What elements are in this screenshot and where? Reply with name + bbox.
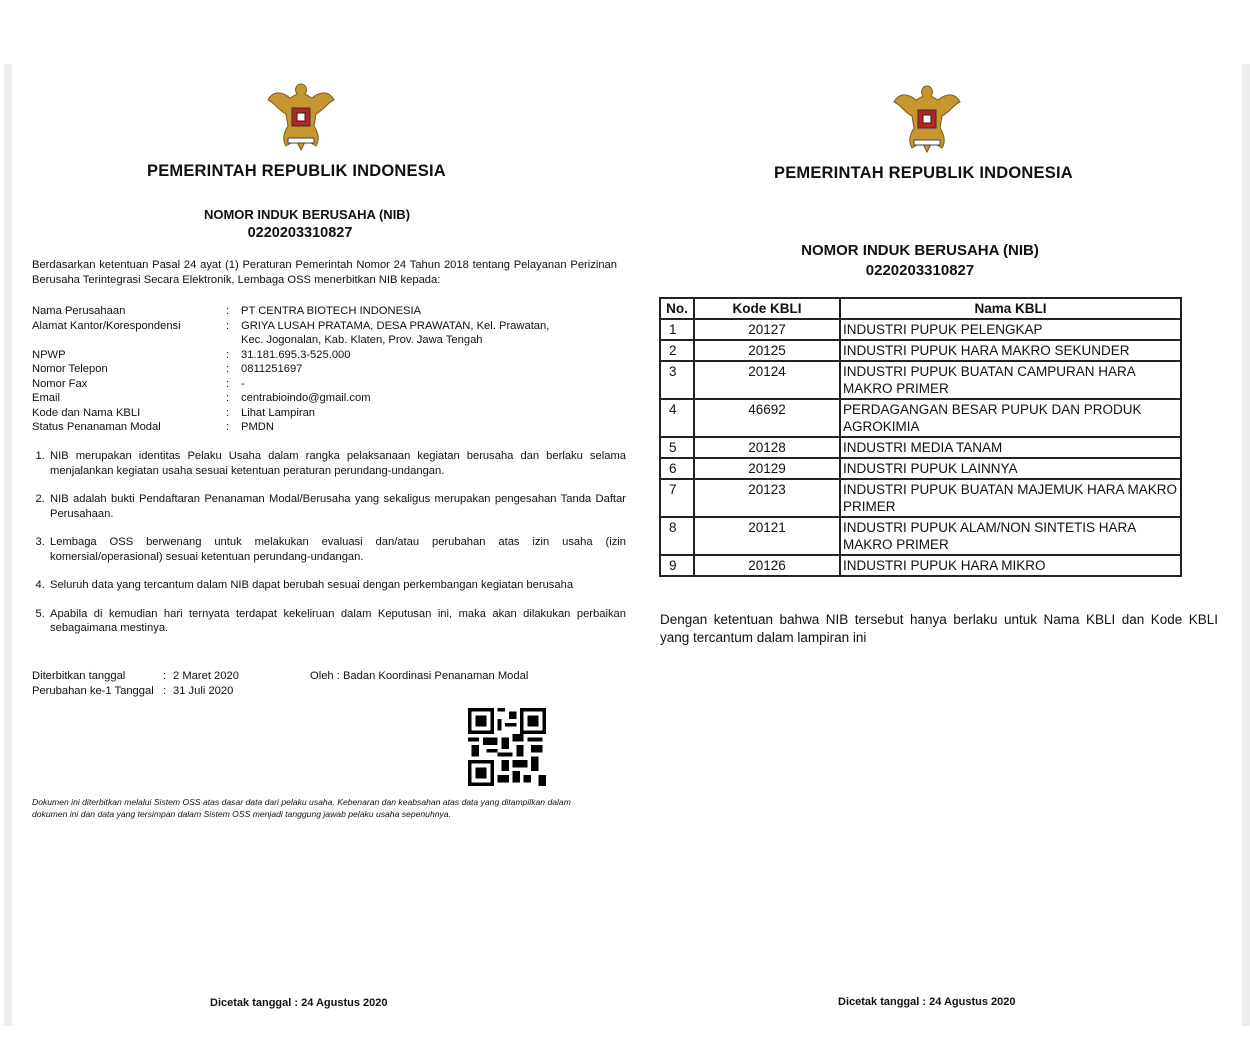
- nib-title: NOMOR INDUK BERUSAHA (NIB): [203, 207, 411, 222]
- field-value: 31.181.695.3-525.000: [241, 348, 351, 361]
- field-label: Alamat Kantor/Korespondensi: [32, 319, 181, 332]
- kbli-table: [659, 297, 1182, 577]
- issued-label: Diterbitkan tanggal: [32, 670, 126, 682]
- table-row: [660, 340, 1181, 361]
- field-value: GRIYA LUSAH PRATAMA, DESA PRAWATAN, Kel. Prawatan, Kec. Jogonalan, Kab. Klaten, Prov. Jawa Tengah: [241, 319, 550, 346]
- note-item: 3. Lembaga OSS berwenang untuk melakukan evaluasi dan/atau perubahan atas izin usaha (izin komersial/operasional) sesuai ketentuan perundang-undangan.: [48, 535, 626, 564]
- kbli-code: 20127: [694, 319, 840, 340]
- qr-code-icon[interactable]: [468, 708, 546, 786]
- page-edge: [4, 64, 12, 1026]
- row-number: 6: [660, 458, 694, 479]
- issuer: Oleh : Badan Koordinasi Penanaman Modal: [310, 670, 529, 682]
- note-item: 5. Apabila di kemudian hari ternyata terdapat kekeliruan dalam Keputusan ini, maka akan dilakukan perbaikan sebagaimana mestinya.: [48, 607, 626, 636]
- print-date: Dicetak tanggal : 24 Agustus 2020: [838, 996, 1016, 1008]
- kbli-name: INDUSTRI PUPUK BUATAN MAJEMUK HARA MAKRO PRIMER: [840, 479, 1181, 517]
- page-header: PEMERINTAH REPUBLIK INDONESIA: [774, 164, 1073, 182]
- table-row: [660, 319, 1181, 340]
- kbli-code: 46692: [694, 399, 840, 437]
- col-header: Kode KBLI: [694, 298, 840, 319]
- kbli-name: INDUSTRI PUPUK ALAM/NON SINTETIS HARA MAKRO PRIMER: [840, 517, 1181, 555]
- field-value: PT CENTRA BIOTECH INDONESIA: [241, 305, 422, 317]
- issue-dates: Diterbitkan tanggal : 2 Maret 2020 Perubahan ke-1 Tanggal : 31 Juli 2020: [32, 670, 239, 697]
- kbli-code: 20121: [694, 517, 840, 555]
- nib-title: NOMOR INDUK BERUSAHA (NIB): [801, 242, 1039, 259]
- field-label: Kode dan Nama KBLI: [32, 406, 141, 419]
- field-label: Email: [32, 392, 60, 404]
- field-label: Nomor Fax: [32, 377, 88, 390]
- kbli-code: 20125: [694, 340, 840, 361]
- kbli-code: 20129: [694, 458, 840, 479]
- field-value: PMDN: [241, 421, 274, 433]
- disclaimer: Dokumen ini diterbitkan melalui Sistem OSS atas dasar data dari pelaku usaha. Kebenaran dan keabsahan atas data yang ditampilkan dalam dokumen ini dan data yang tersimpan dalam Sistem OSS menjadi tanggung jawab pelaku usaha sepenuhnya.: [32, 797, 571, 819]
- col-header: Nama KBLI: [840, 298, 1181, 319]
- kbli-name: INDUSTRI PUPUK BUATAN CAMPURAN HARA MAKRO PRIMER: [840, 361, 1181, 399]
- kbli-code: 20126: [694, 555, 840, 576]
- field-label: Nama Perusahaan: [32, 305, 126, 317]
- garuda-emblem-icon: [892, 82, 962, 156]
- validity-note: Dengan ketentuan bahwa NIB tersebut hanya berlaku untuk Nama KBLI dan Kode KBLI yang tercantum dalam lampiran ini: [660, 612, 1218, 645]
- page-edge: [1242, 64, 1250, 1026]
- row-number: 3: [660, 361, 694, 399]
- intro-text: Berdasarkan ketentuan Pasal 24 ayat (1) Peraturan Pemerintah Nomor 24 Tahun 2018 tentang Pelayanan Perizinan Berusaha Terintegrasi Secara Elektronik, Lembaga OSS menerbitkan NIB kepada:: [32, 259, 617, 286]
- kbli-name: PERDAGANGAN BESAR PUPUK DAN PRODUK AGROKIMIA: [840, 399, 1181, 437]
- table-row: [660, 555, 1181, 576]
- kbli-name: INDUSTRI MEDIA TANAM: [840, 437, 1181, 458]
- company-fields: Nama Perusahaan : PT CENTRA BIOTECH INDONESIA Alamat Kantor/Korespondensi : GRIYA LUSAH PRATAMA, DESA PRAWATAN, Kel. Prawatan, Kec. Jogonalan, Kab. Klaten, Prov. Jawa Tengah NPWP : 31.181.695.3-525.000 Nomor Telepon : 0811251697 Nomor Fax : - Email : centrabioindo@gmail.com Kode dan Nama KBLI : Lihat Lampiran Status Penanaman Modal : PMDN: [32, 304, 622, 435]
- note-item: 1. NIB merupakan identitas Pelaku Usaha dalam rangka pelaksanaan kegiatan berusaha dan berlaku selama menjalankan kegiatan usaha sesuai ketentuan peraturan perundang-undangan.: [48, 449, 626, 478]
- row-number: 8: [660, 517, 694, 555]
- row-number: 1: [660, 319, 694, 340]
- table-row: [660, 399, 1181, 437]
- changed-label: Perubahan ke-1 Tanggal: [32, 684, 154, 697]
- nib-number: 0220203310827: [865, 262, 975, 279]
- field-value: 0811251697: [241, 363, 303, 375]
- row-number: 9: [660, 555, 694, 576]
- field-label: NPWP: [32, 348, 66, 361]
- field-value: -: [241, 377, 245, 390]
- row-number: 7: [660, 479, 694, 517]
- table-row: [660, 479, 1181, 517]
- table-row: [660, 458, 1181, 479]
- table-row: [660, 437, 1181, 458]
- field-label: Nomor Telepon: [32, 363, 108, 375]
- issued-value: 2 Maret 2020: [173, 670, 239, 682]
- notes-list: [32, 449, 626, 650]
- print-date: Dicetak tanggal : 24 Agustus 2020: [210, 997, 388, 1009]
- kbli-name: INDUSTRI PUPUK HARA MIKRO: [840, 555, 1181, 576]
- row-number: 2: [660, 340, 694, 361]
- field-label: Status Penanaman Modal: [32, 421, 161, 433]
- kbli-name: INDUSTRI PUPUK PELENGKAP: [840, 319, 1181, 340]
- note-item: 2. NIB adalah bukti Pendaftaran Penanaman Modal/Berusaha yang sekaligus merupakan pengesahan Tanda Daftar Perusahaan.: [48, 492, 626, 521]
- garuda-emblem-icon: [266, 80, 336, 154]
- row-number: 5: [660, 437, 694, 458]
- nib-number: 0220203310827: [247, 225, 353, 241]
- changed-value: 31 Juli 2020: [173, 684, 234, 697]
- kbli-name: INDUSTRI PUPUK LAINNYA: [840, 458, 1181, 479]
- kbli-code: 20128: [694, 437, 840, 458]
- kbli-name: INDUSTRI PUPUK HARA MAKRO SEKUNDER: [840, 340, 1181, 361]
- page-header: PEMERINTAH REPUBLIK INDONESIA: [147, 162, 446, 180]
- field-value: centrabioindo@gmail.com: [241, 392, 371, 404]
- note-item: 4. Seluruh data yang tercantum dalam NIB dapat berubah sesuai dengan perkembangan kegiatan berusaha: [48, 578, 626, 593]
- field-value: Lihat Lampiran: [241, 406, 316, 419]
- row-number: 4: [660, 399, 694, 437]
- table-row: [660, 361, 1181, 399]
- kbli-code: 20123: [694, 479, 840, 517]
- kbli-code: 20124: [694, 361, 840, 399]
- table-row: [660, 517, 1181, 555]
- col-header: No.: [660, 298, 694, 319]
